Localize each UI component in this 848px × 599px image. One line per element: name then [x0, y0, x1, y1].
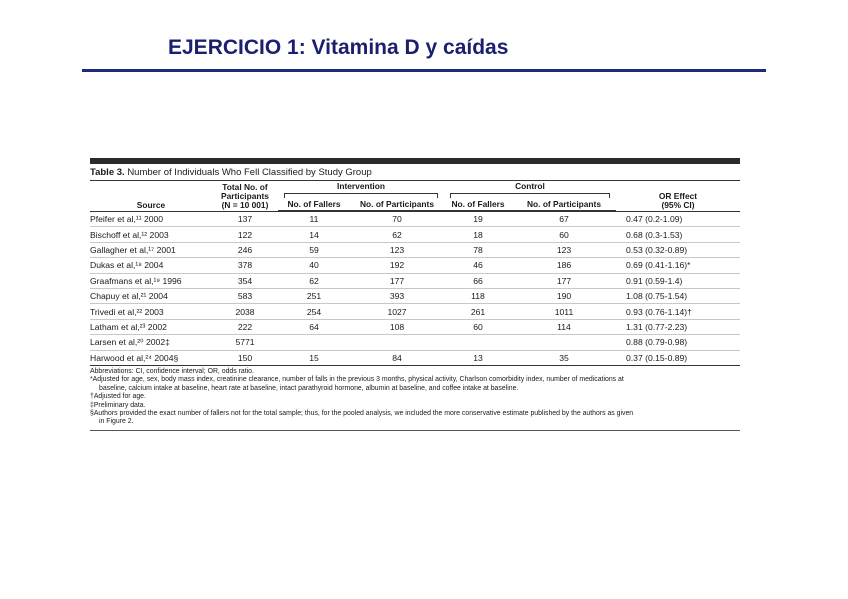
footnote-double-dagger: ‡Preliminary data. — [90, 401, 146, 409]
cell-int-fallers: 15 — [278, 350, 350, 365]
cell-ctl-participants: 177 — [512, 273, 616, 288]
cell-total: 2038 — [212, 304, 278, 319]
footnote-star-line2: baseline, calcium intake at baseline, heart rate at baseline, intact parathyroid hormone, albumin at baseline, and coffee intake at baseline. — [99, 384, 519, 392]
cell-int-participants: 62 — [350, 227, 444, 242]
cell-int-participants — [350, 335, 444, 350]
cell-ctl-fallers: 13 — [444, 350, 512, 365]
cell-int-participants: 84 — [350, 350, 444, 365]
footnote-section-line2: in Figure 2. — [99, 418, 134, 426]
slide-title: EJERCICIO 1: Vitamina D y caídas — [168, 36, 509, 59]
cell-ctl-fallers: 46 — [444, 258, 512, 273]
cell-source: Dukas et al,¹⁸ 2004 — [90, 258, 212, 273]
cell-ctl-participants: 114 — [512, 319, 616, 334]
header-intervention-label: Intervention — [337, 181, 385, 191]
cell-int-fallers: 59 — [278, 242, 350, 257]
cell-int-fallers: 40 — [278, 258, 350, 273]
cell-source: Latham et al,²³ 2002 — [90, 319, 212, 334]
cell-or: 0.68 (0.3-1.53) — [616, 227, 740, 242]
cell-int-participants: 108 — [350, 319, 444, 334]
title-underline — [82, 69, 766, 72]
cell-or: 0.91 (0.59-1.4) — [616, 273, 740, 288]
cell-or: 0.37 (0.15-0.89) — [616, 350, 740, 365]
cell-ctl-participants — [512, 335, 616, 350]
header-total-line3: (N = 10 001) — [221, 199, 269, 210]
cell-int-participants: 192 — [350, 258, 444, 273]
table-caption — [90, 167, 740, 178]
cell-or: 0.47 (0.2-1.09) — [616, 212, 740, 227]
cell-int-fallers: 11 — [278, 212, 350, 227]
header-total-line2: Participants — [221, 190, 269, 201]
falls-table — [90, 181, 740, 366]
cell-int-fallers: 62 — [278, 273, 350, 288]
table-row — [90, 258, 740, 273]
footnote-section-line1: §Authors provided the exact number of fallers not for the total sample; thus, for the pooled analysis, we included the more conservative estimate published by the authors as given — [90, 409, 634, 417]
footnote-dagger: †Adjusted for age. — [90, 393, 146, 401]
table-footnotes — [90, 368, 740, 427]
cell-int-participants: 70 — [350, 212, 444, 227]
cell-ctl-participants: 60 — [512, 227, 616, 242]
table-row — [90, 273, 740, 288]
header-intervention — [278, 181, 444, 199]
table-row — [90, 288, 740, 303]
cell-int-fallers: 254 — [278, 304, 350, 319]
cell-ctl-fallers — [444, 335, 512, 350]
cell-total: 583 — [212, 288, 278, 303]
cell-ctl-participants: 1011 — [512, 304, 616, 319]
header-total — [212, 181, 278, 211]
header-ctl-fallers: No. of Fallers — [444, 199, 512, 211]
cell-total: 354 — [212, 273, 278, 288]
cell-ctl-fallers: 261 — [444, 304, 512, 319]
table-row — [90, 319, 740, 334]
cell-total: 246 — [212, 242, 278, 257]
cell-ctl-fallers: 118 — [444, 288, 512, 303]
table-row — [90, 350, 740, 365]
footnote-abbreviations: Abbreviations: CI, confidence interval; OR, odds ratio. — [90, 367, 254, 375]
header-control — [444, 181, 616, 199]
cell-source: Chapuy et al,²¹ 2004 — [90, 288, 212, 303]
intervention-bracket — [284, 193, 438, 198]
cell-total: 222 — [212, 319, 278, 334]
header-int-fallers: No. of Fallers — [278, 199, 350, 211]
header-or-line1: OR Effect — [658, 190, 698, 201]
cell-ctl-fallers: 66 — [444, 273, 512, 288]
header-ctl-participants: No. of Participants — [512, 199, 616, 211]
table-row — [90, 304, 740, 319]
cell-int-participants: 177 — [350, 273, 444, 288]
cell-source: Trivedi et al,²² 2003 — [90, 304, 212, 319]
cell-or: 0.53 (0.32-0.89) — [616, 242, 740, 257]
header-or — [616, 181, 740, 211]
cell-total: 5771 — [212, 335, 278, 350]
cell-int-fallers: 64 — [278, 319, 350, 334]
cell-int-fallers: 251 — [278, 288, 350, 303]
table-caption-text: Number of Individuals Who Fell Classified by Study Group — [127, 167, 372, 178]
table-row — [90, 227, 740, 242]
footnote-star-line1: *Adjusted for age, sex, body mass index, creatinine clearance, number of falls in the previous 3 months, physical activity, Charlson comorbidity index, number of medications at — [90, 376, 624, 384]
cell-ctl-fallers: 19 — [444, 212, 512, 227]
header-total-line1: Total No. of — [222, 181, 268, 192]
cell-ctl-participants: 123 — [512, 242, 616, 257]
header-control-label: Control — [515, 181, 545, 191]
cell-int-participants: 1027 — [350, 304, 444, 319]
cell-ctl-fallers: 18 — [444, 227, 512, 242]
cell-ctl-participants: 35 — [512, 350, 616, 365]
cell-or: 0.93 (0.76-1.14)† — [616, 304, 740, 319]
cell-total: 137 — [212, 212, 278, 227]
table-top-bar — [90, 158, 740, 164]
cell-source: Larsen et al,²⁰ 2002‡ — [90, 335, 212, 350]
table-row — [90, 335, 740, 350]
cell-source: Graafmans et al,¹⁹ 1996 — [90, 273, 212, 288]
table-row — [90, 242, 740, 257]
cell-int-fallers: 14 — [278, 227, 350, 242]
cell-ctl-participants: 67 — [512, 212, 616, 227]
cell-source: Harwood et al,²⁴ 2004§ — [90, 350, 212, 365]
control-bracket — [450, 193, 610, 198]
cell-total: 122 — [212, 227, 278, 242]
table-row — [90, 212, 740, 227]
cell-int-participants: 393 — [350, 288, 444, 303]
cell-total: 378 — [212, 258, 278, 273]
cell-or: 1.08 (0.75-1.54) — [616, 288, 740, 303]
cell-ctl-participants: 186 — [512, 258, 616, 273]
header-or-line2: (95% CI) — [661, 199, 695, 210]
cell-int-fallers — [278, 335, 350, 350]
cell-or: 0.88 (0.79-0.98) — [616, 335, 740, 350]
cell-ctl-fallers: 78 — [444, 242, 512, 257]
cell-int-participants: 123 — [350, 242, 444, 257]
cell-source: Gallagher et al,¹⁷ 2001 — [90, 242, 212, 257]
cell-total: 150 — [212, 350, 278, 365]
cell-or: 0.69 (0.41-1.16)* — [616, 258, 740, 273]
cell-ctl-fallers: 60 — [444, 319, 512, 334]
cell-source: Bischoff et al,¹² 2003 — [90, 227, 212, 242]
cell-ctl-participants: 190 — [512, 288, 616, 303]
cell-source: Pfeifer et al,¹¹ 2000 — [90, 212, 212, 227]
cell-or: 1.31 (0.77-2.23) — [616, 319, 740, 334]
table-figure — [90, 158, 740, 431]
header-int-participants: No. of Participants — [350, 199, 444, 211]
table-label: Table 3. — [90, 167, 125, 178]
header-source: Source — [136, 199, 166, 210]
table-bottom-rule — [90, 430, 740, 431]
